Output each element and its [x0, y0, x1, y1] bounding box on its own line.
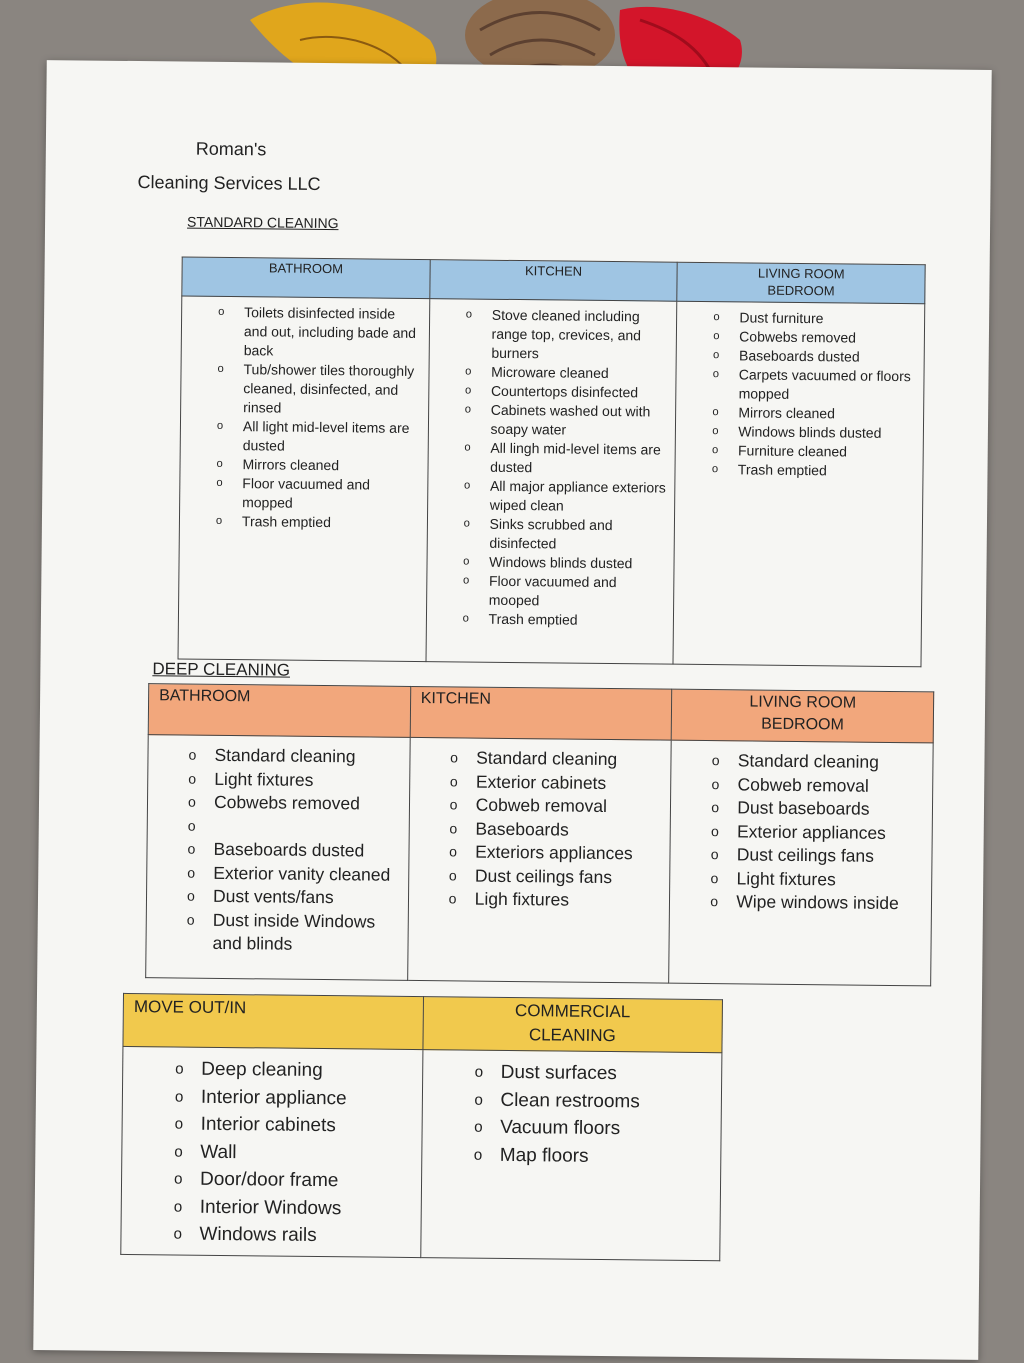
- list-item: o Light fixtures: [214, 767, 401, 792]
- list-item: o Cobweb removal: [737, 773, 924, 798]
- list-item: o Mirrors cleaned: [242, 455, 419, 476]
- list-item: o All major appliance exteriors wiped clean: [490, 477, 667, 517]
- list-item: o Windows blinds dusted: [738, 422, 915, 443]
- company-name: [137, 131, 321, 201]
- list-item: o Carpets vacuumed or floors mopped: [739, 365, 916, 405]
- list-item: o Dust furniture: [739, 308, 916, 329]
- list-item: o Interior Windows: [200, 1193, 413, 1223]
- list-item: o Trash emptied: [738, 460, 915, 481]
- commercial-list: [500, 1059, 714, 1171]
- list-item: o Tub/shower tiles thoroughly cleaned, disinfected, and rinsed: [243, 360, 420, 419]
- standard-bathroom-cell: [178, 296, 429, 662]
- list-item: o Standard cleaning: [738, 749, 925, 774]
- list-item: o Stove cleaned including range top, crevices, and burners: [491, 306, 668, 365]
- list-item: o Microware cleaned: [491, 363, 668, 384]
- list-item: o Dust baseboards: [737, 796, 924, 821]
- standard-living-room-heading-line1: LIVING ROOM: [757, 265, 845, 282]
- price-list-paper: [33, 60, 991, 1360]
- list-item: o Standard cleaning: [214, 744, 401, 769]
- deep-cleaning-table: [145, 683, 934, 986]
- commercial-heading-line2: CLEANING: [528, 1025, 616, 1046]
- list-item: o Mirrors cleaned: [738, 403, 915, 424]
- standard-living-room-heading: [677, 262, 925, 304]
- list-item: o Trash emptied: [489, 610, 666, 631]
- list-item: o Windows blinds dusted: [489, 553, 666, 574]
- list-item: o Windows rails: [199, 1221, 412, 1251]
- standard-cleaning-title: STANDARD CLEANING: [187, 213, 339, 232]
- list-item: o Wall: [200, 1138, 413, 1168]
- deep-kitchen-list: [475, 747, 663, 913]
- move-out-in-list: [199, 1056, 414, 1251]
- list-item: o Exterior vanity cleaned: [213, 861, 400, 886]
- move-out-in-heading: MOVE OUT/IN: [123, 993, 423, 1049]
- list-item: o Cobweb removal: [476, 794, 663, 819]
- company-name-line1: Roman's: [195, 138, 267, 160]
- list-item: o Trash emptied: [242, 512, 419, 533]
- deep-bathroom-cell: [146, 735, 410, 981]
- deep-living-room-cell: [669, 740, 933, 986]
- list-item: o Cobwebs removed: [214, 791, 401, 816]
- list-item: o Standard cleaning: [476, 747, 663, 772]
- list-item: o Dust ceilings fans: [737, 843, 924, 868]
- list-item: o Floor vacuumed and mopped: [242, 474, 419, 514]
- standard-living-room-cell: [673, 301, 924, 667]
- list-item: o Dust vents/fans: [213, 885, 400, 910]
- commercial-heading: [422, 997, 722, 1053]
- list-item: o All light mid-level items are dusted: [243, 417, 420, 457]
- list-item: o Floor vacuumed and mooped: [489, 572, 666, 612]
- move-out-in-cell: [121, 1046, 423, 1257]
- list-item: o Baseboards dusted: [739, 346, 916, 367]
- list-item: o Exteriors appliances: [475, 841, 662, 866]
- list-item: o Ligh fixtures: [475, 888, 662, 913]
- deep-living-room-heading-line1: LIVING ROOM: [749, 693, 857, 712]
- list-item: o Exterior appliances: [737, 820, 924, 845]
- list-item: o Dust inside Windows and blinds: [212, 908, 399, 957]
- list-item: o Dust surfaces: [501, 1059, 714, 1089]
- move-commercial-table: [120, 993, 723, 1261]
- standard-bathroom-list: [242, 303, 421, 533]
- list-item: o Baseboards: [475, 817, 662, 842]
- list-item: o Cobwebs removed: [739, 327, 916, 348]
- list-item: o Door/door frame: [200, 1166, 413, 1196]
- list-item: o Interior appliance: [201, 1083, 414, 1113]
- list-item: o Baseboards dusted: [213, 838, 400, 863]
- deep-living-room-heading-line2: BEDROOM: [761, 715, 844, 734]
- list-item: o Interior cabinets: [200, 1111, 413, 1141]
- deep-living-room-list: [736, 749, 924, 915]
- list-item: o Cabinets washed out with soapy water: [490, 401, 667, 441]
- list-item: o Dust ceilings fans: [475, 864, 662, 889]
- list-item: o Wipe windows inside: [736, 890, 923, 915]
- deep-bathroom-list: [212, 744, 401, 957]
- list-item: o Sinks scrubbed and disinfected: [489, 515, 666, 555]
- standard-cleaning-table: [178, 257, 926, 668]
- standard-kitchen-heading: KITCHEN: [429, 260, 677, 302]
- list-item: o Furniture cleaned: [738, 441, 915, 462]
- list-item: o Countertops disinfected: [491, 382, 668, 403]
- list-item: [214, 814, 401, 839]
- standard-bathroom-heading: BATHROOM: [182, 257, 430, 299]
- deep-kitchen-heading: KITCHEN: [410, 686, 672, 740]
- deep-bathroom-heading: BATHROOM: [148, 684, 410, 738]
- commercial-cell: [420, 1050, 722, 1261]
- list-item: o Exterior cabinets: [476, 770, 663, 795]
- commercial-heading-line1: COMMERCIAL: [514, 1001, 631, 1022]
- company-name-line2: Cleaning Services LLC: [137, 172, 321, 194]
- deep-cleaning-title: DEEP CLEANING: [152, 659, 291, 680]
- list-item: o Toilets disinfected inside and out, including bade and back: [244, 303, 421, 362]
- deep-living-room-heading: [672, 689, 934, 743]
- standard-kitchen-list: [489, 306, 669, 631]
- list-item: o Map floors: [500, 1141, 713, 1171]
- standard-living-room-heading-line2: BEDROOM: [767, 282, 835, 299]
- list-item: o Vacuum floors: [500, 1114, 713, 1144]
- list-item: o Light fixtures: [736, 867, 923, 892]
- standard-living-room-list: [738, 308, 916, 481]
- list-item: o Clean restrooms: [500, 1086, 713, 1116]
- list-item: o Deep cleaning: [201, 1056, 414, 1086]
- list-item: o All lingh mid-level items are dusted: [490, 439, 667, 479]
- deep-kitchen-cell: [407, 737, 671, 983]
- standard-kitchen-cell: [426, 299, 677, 665]
